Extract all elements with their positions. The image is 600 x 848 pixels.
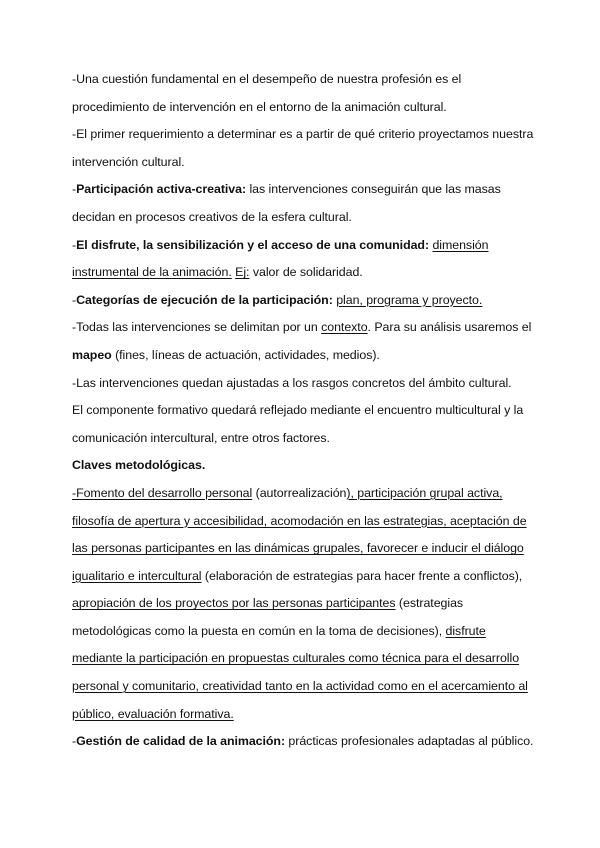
- text-line: [72, 259, 532, 287]
- underlined-text-run: dimensión: [432, 237, 489, 252]
- text-run: metodológicas como la puesta en común en la toma de decisiones),: [72, 623, 446, 638]
- text-line: [72, 563, 532, 591]
- text-run: intervención cultural.: [72, 154, 185, 169]
- text-run: -Las intervenciones quedan ajustadas a los rasgos concretos del ámbito cultural.: [72, 375, 512, 390]
- text-run: -: [72, 734, 77, 749]
- underlined-text-run: igualitario e intercultural: [72, 568, 202, 583]
- underlined-text-run: mediante la participación en propuestas culturales como técnica para el desarrollo: [72, 651, 520, 666]
- text-line: [72, 121, 532, 149]
- text-run: -Una cuestión fundamental en el desempeño de nuestra profesión es el: [72, 72, 462, 86]
- text-line: [72, 176, 532, 204]
- underlined-text-run: contexto: [321, 320, 368, 335]
- text-run: -El primer requerimiento a determinar es a partir de qué criterio proyectamos nuestra: [72, 127, 534, 142]
- text-line: [72, 94, 532, 122]
- text-run: decidan en procesos creativos de la esfera cultural.: [72, 209, 352, 224]
- text-run: (elaboración de estrategias para hacer frente a conflictos),: [201, 568, 523, 583]
- text-line: [72, 287, 532, 315]
- text-run: (fines, líneas de actuación, actividades, medios).: [111, 347, 380, 362]
- text-line: [72, 673, 532, 701]
- bold-text-run: Categorías de ejecución de la participación:: [76, 292, 333, 307]
- underlined-text-run: ), participación grupal activa,: [346, 485, 503, 500]
- text-run: procedimiento de intervención en el entorno de la animación cultural.: [72, 99, 447, 114]
- text-line: [72, 425, 532, 453]
- text-run: comunicación intercultural, entre otros factores.: [72, 430, 330, 445]
- bold-text-run: mapeo: [72, 347, 112, 362]
- underlined-text-run: las personas participantes en las dinámicas grupales, favorecer e inducir el diálogo: [72, 541, 524, 556]
- text-run: valor de solidaridad.: [249, 265, 363, 280]
- text-line: [72, 397, 532, 425]
- text-line: [72, 314, 532, 342]
- document-body: [72, 66, 532, 756]
- text-line: [72, 728, 532, 756]
- underlined-text-run: plan, programa y proyecto.: [336, 292, 483, 307]
- underlined-text-run: Ej:: [235, 265, 250, 280]
- bold-text-run: Claves metodológicas.: [72, 458, 206, 473]
- underlined-text-run: público, evaluación formativa.: [72, 706, 234, 721]
- underlined-text-run: apropiación de los proyectos por las personas participantes: [72, 596, 396, 611]
- text-line: [72, 590, 532, 618]
- text-run: (estrategias: [395, 596, 464, 611]
- text-run: El componente formativo quedará reflejado mediante el encuentro multicultural y la: [72, 403, 524, 418]
- underlined-text-run: disfrute: [445, 623, 486, 638]
- text-run: prácticas profesionales adaptadas al público.: [285, 734, 534, 749]
- text-line: [72, 508, 532, 536]
- text-run: -Todas las intervenciones se delimitan por un: [72, 320, 322, 335]
- text-line: [72, 452, 532, 480]
- text-run: -: [72, 292, 77, 307]
- text-run: . Para su análisis usaremos el: [367, 320, 532, 335]
- text-line: [72, 480, 532, 508]
- bold-text-run: El disfrute, la sensibilización y el acceso de una comunidad:: [76, 237, 430, 252]
- text-line: [72, 370, 532, 398]
- text-line: [72, 535, 532, 563]
- text-run: -: [72, 237, 77, 252]
- text-line: [72, 66, 532, 94]
- text-line: [72, 204, 532, 232]
- text-run: -: [72, 182, 77, 197]
- text-line: [72, 645, 532, 673]
- underlined-text-run: instrumental de la animación.: [72, 265, 232, 280]
- underlined-text-run: personal y comunitario, creatividad tanto en la actividad como en el acercamiento al: [72, 679, 528, 694]
- underlined-text-run: -Fomento del desarrollo personal: [72, 485, 253, 500]
- bold-text-run: Participación activa-creativa:: [76, 182, 247, 197]
- text-line: [72, 618, 532, 646]
- bold-text-run: Gestión de calidad de la animación:: [76, 734, 286, 749]
- text-line: [72, 342, 532, 370]
- text-line: [72, 232, 532, 260]
- underlined-text-run: filosofía de apertura y accesibilidad, acomodación en las estrategias, aceptación de: [72, 513, 527, 528]
- text-run: las intervenciones conseguirán que las masas: [246, 182, 501, 197]
- text-line: [72, 701, 532, 729]
- text-run: (autorrealización: [252, 485, 347, 500]
- text-line: [72, 149, 532, 177]
